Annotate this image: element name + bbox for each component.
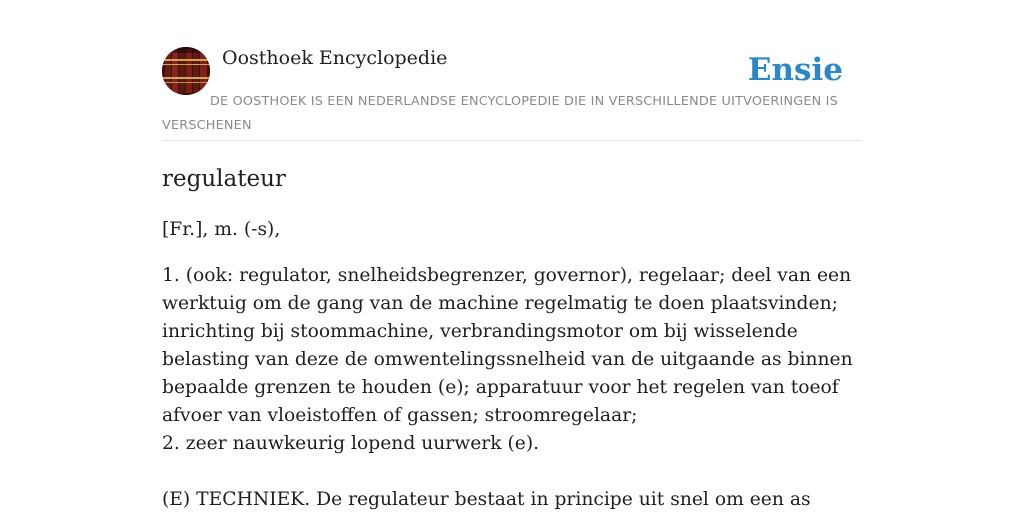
entry-extra-paragraph: (E) TECHNIEK. De regulateur bestaat in principe uit snel om een as xyxy=(162,489,811,510)
entry-definition-1: 1. (ook: regulator, snelheidsbegrenzer, governor), regelaar; deel van een werktuig om de gang van de machine regelmatig te doen plaatsvinden; inrichting bij stoommachine, verbrandingsmotor om bij wisselende belasting van deze de omwentelingssnelheid van de uitgaande as binnen bepaalde grenzen te houden (e); apparatuur voor het regelen van toeof afvoer van vloeistoffen of gassen; stroomregelaar; xyxy=(162,265,853,426)
tagline-text: DE OOSTHOEK IS EEN NEDERLANDSE ENCYCLOPEDIE DIE IN VERSCHILLENDE UITVOERINGEN IS VERSCHENEN xyxy=(162,94,838,133)
entry-definition-2: 2. zeer nauwkeurig lopend uurwerk (e). xyxy=(162,433,540,454)
paragraph-gap xyxy=(162,458,862,486)
entry-body xyxy=(162,216,862,512)
site-title[interactable]: Oosthoek Encyclopedie xyxy=(222,47,448,69)
ensie-logo-link[interactable]: Ensie xyxy=(747,52,843,88)
entry-grammar: [Fr.], m. (-s), xyxy=(162,219,281,240)
encyclopedia-books-icon[interactable] xyxy=(162,47,210,95)
site-tagline xyxy=(162,90,862,138)
entry-title: regulateur xyxy=(162,166,286,192)
site-header xyxy=(162,46,862,141)
